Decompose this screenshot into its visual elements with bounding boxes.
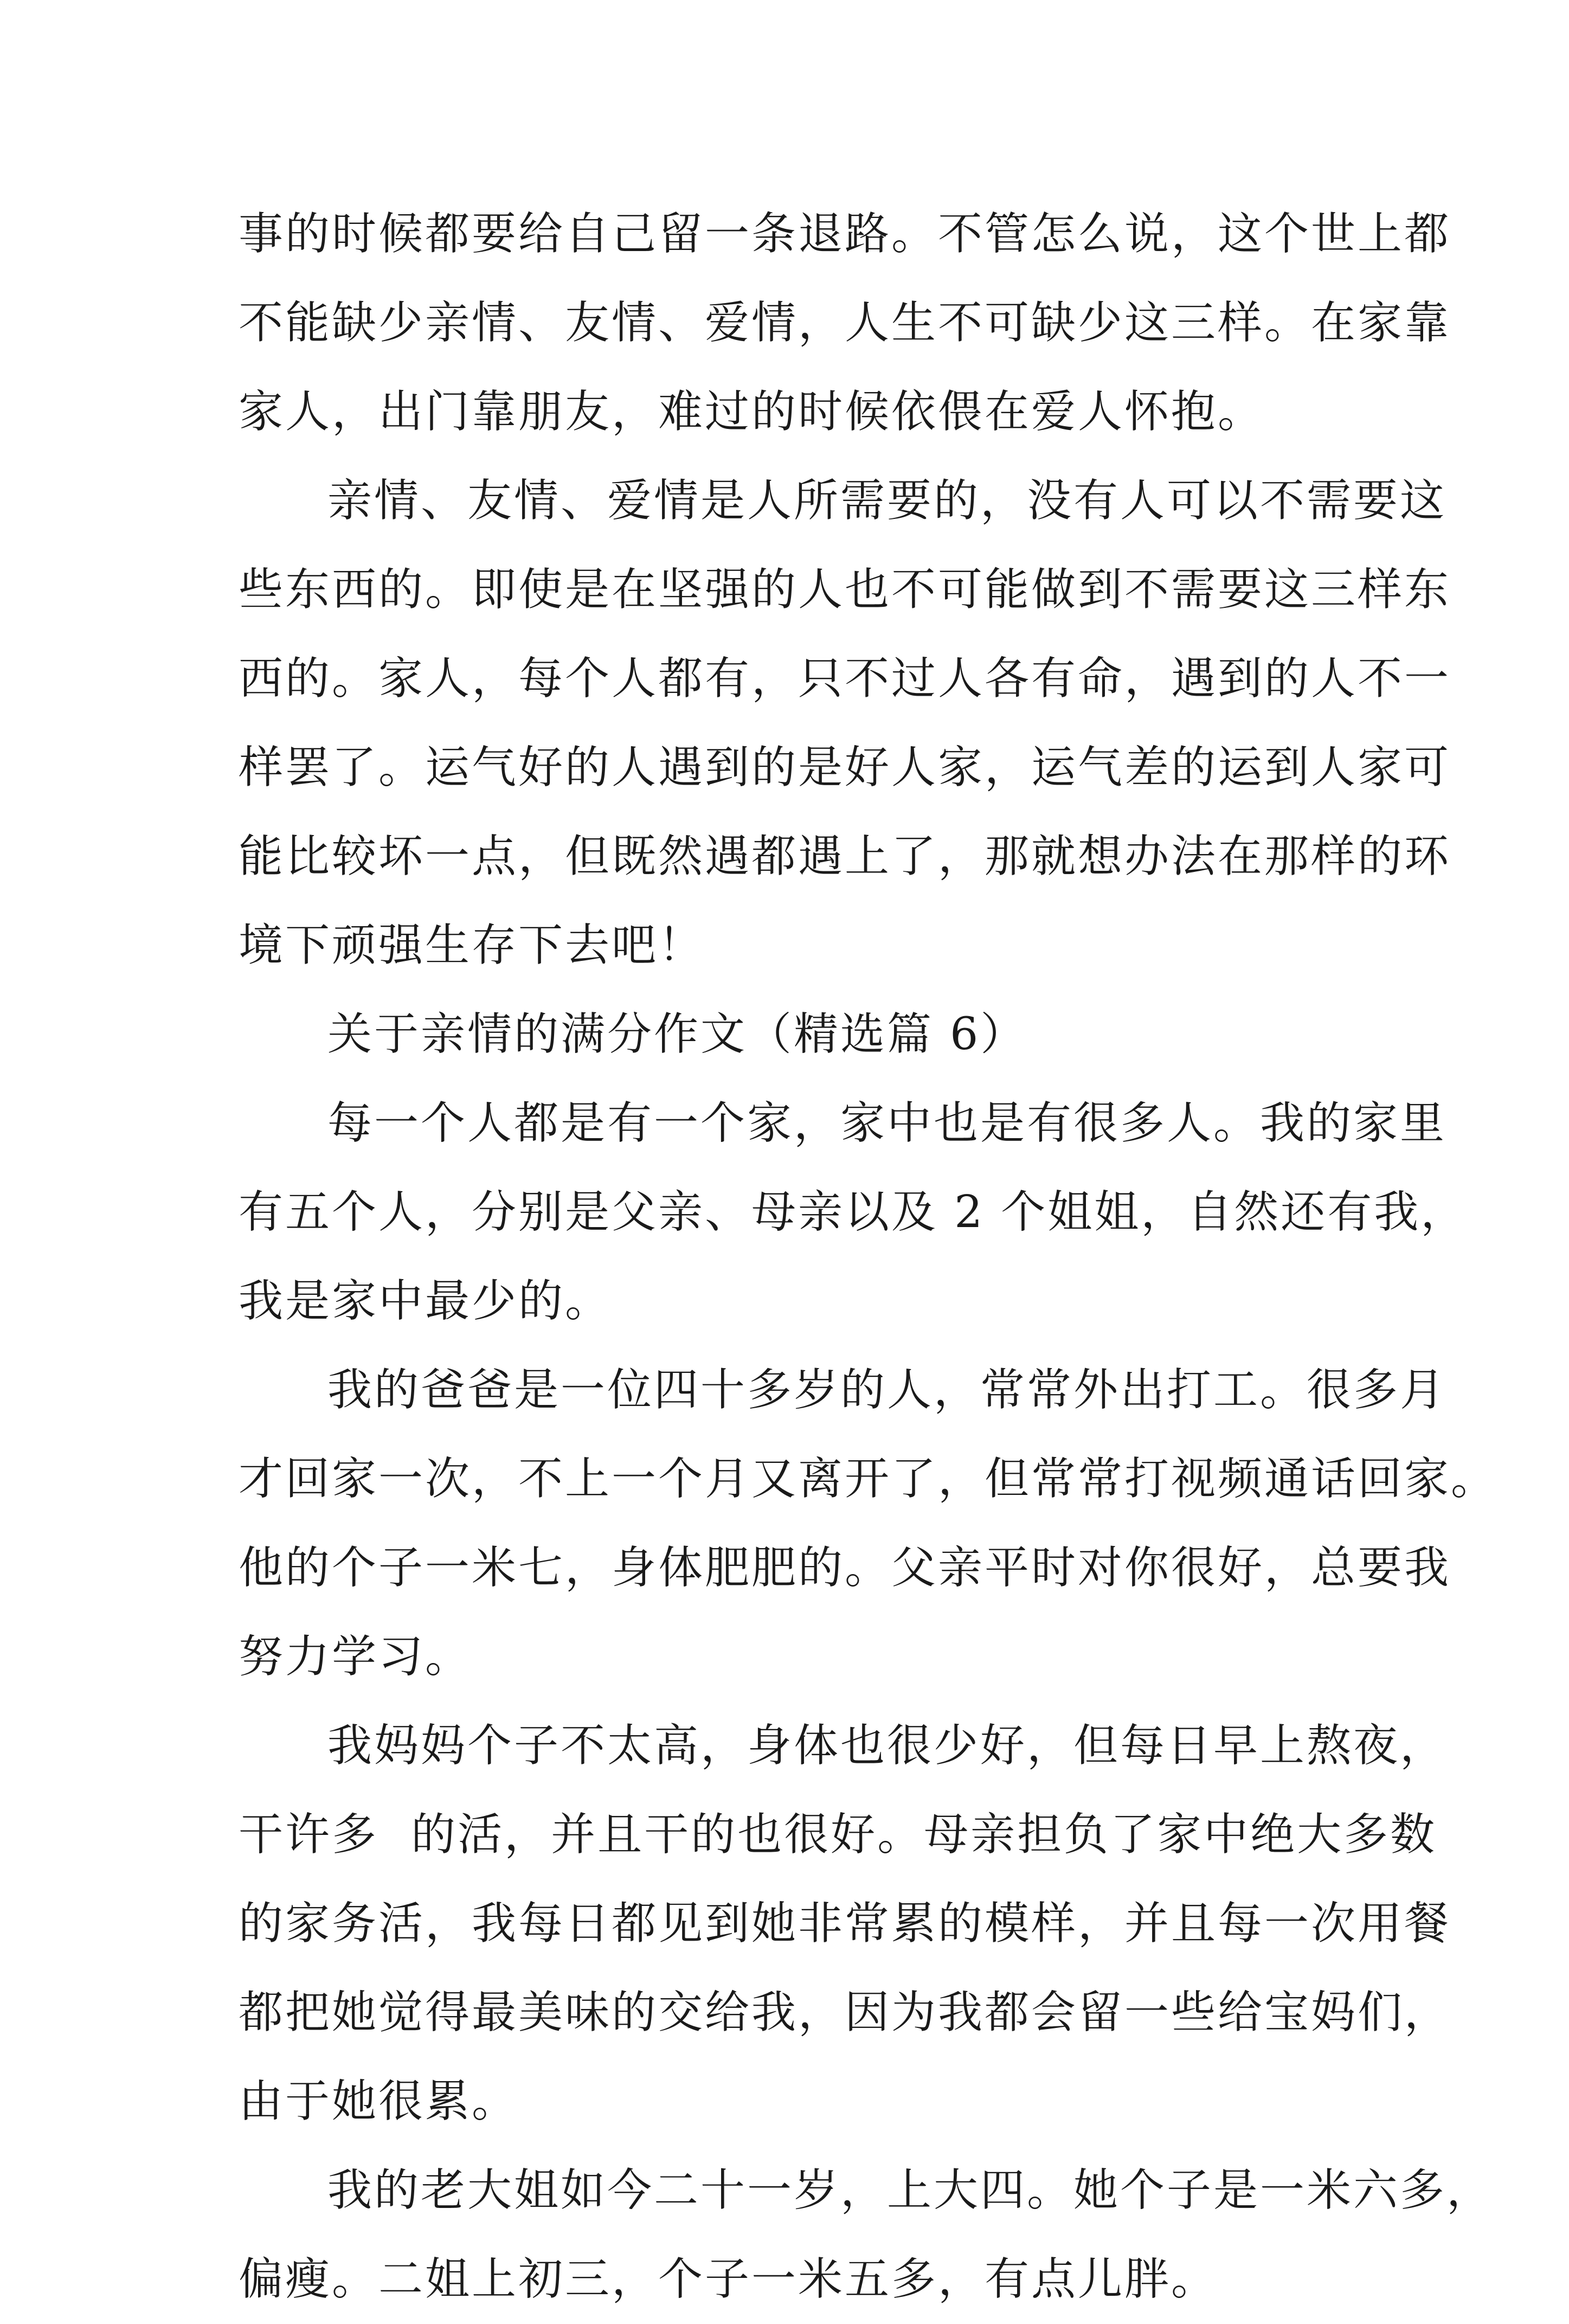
text-line: 偏瘦。二姐上初三，个子一米五多，有点儿胖。 bbox=[239, 2254, 1218, 2305]
paragraph-start-line: 亲情、友情、爱情是人所需要的，没有人可以不需要这 bbox=[327, 475, 1447, 527]
text-line: 干许多 的活，并且干的也很好。母亲担负了家中绝大多数 bbox=[239, 1809, 1437, 1860]
text-line: 都把她觉得最美味的交给我，因为我都会留一些给宝妈们， bbox=[239, 1987, 1451, 2038]
text-line: 我是家中最少的。 bbox=[239, 1275, 612, 1327]
text-line: 样罢了。运气好的人遇到的是好人家，运气差的运到人家可 bbox=[239, 742, 1451, 793]
text-line: 的家务活，我每日都见到她非常累的模样，并且每一次用餐 bbox=[239, 1898, 1451, 1949]
body-text bbox=[239, 190, 1498, 2324]
text-line: 事的时候都要给自己留一条退路。不管怎么说，这个世上都 bbox=[239, 208, 1451, 260]
text-line: 不能缺少亲情、友情、爱情，人生不可缺少这三样。在家靠 bbox=[239, 297, 1451, 349]
text-line: 能比较坏一点，但既然遇都遇上了，那就想办法在那样的环 bbox=[239, 831, 1451, 882]
text-line: 些东西的。即使是在坚强的人也不可能做到不需要这三样东 bbox=[239, 564, 1451, 615]
text-line: 家人，出门靠朋友，难过的时候依偎在爱人怀抱。 bbox=[239, 386, 1265, 438]
text-line: 由于她很累。 bbox=[239, 2076, 519, 2127]
text-line: 才回家一次，不上一个月又离开了，但常常打视频通话回家。 bbox=[239, 1453, 1498, 1505]
text-line: 他的个子一米七，身体肥肥的。父亲平时对你很好，总要我 bbox=[239, 1542, 1451, 1594]
paragraph-start-line: 我的爸爸是一位四十多岁的人，常常外出打工。很多月 bbox=[327, 1364, 1447, 1416]
text-line: 有五个人，分别是父亲、母亲以及 2 个姐姐，自然还有我， bbox=[239, 1186, 1468, 1238]
paragraph-start-line: 每一个人都是有一个家，家中也是有很多人。我的家里 bbox=[327, 1097, 1447, 1149]
text-line: 西的。家人，每个人都有，只不过人各有命，遇到的人不一 bbox=[239, 653, 1451, 704]
section-heading: 关于亲情的满分作文（精选篇 6） bbox=[327, 1009, 1027, 1060]
text-line: 境下顽强生存下去吧！ bbox=[239, 920, 705, 971]
paragraph-start-line: 我妈妈个子不太高，身体也很少好，但每日早上熬夜， bbox=[327, 1720, 1447, 1771]
text-line: 努力学习。 bbox=[239, 1631, 472, 1683]
paragraph-start-line: 我的老大姐如今二十一岁，上大四。她个子是一米六多， bbox=[327, 2165, 1494, 2216]
